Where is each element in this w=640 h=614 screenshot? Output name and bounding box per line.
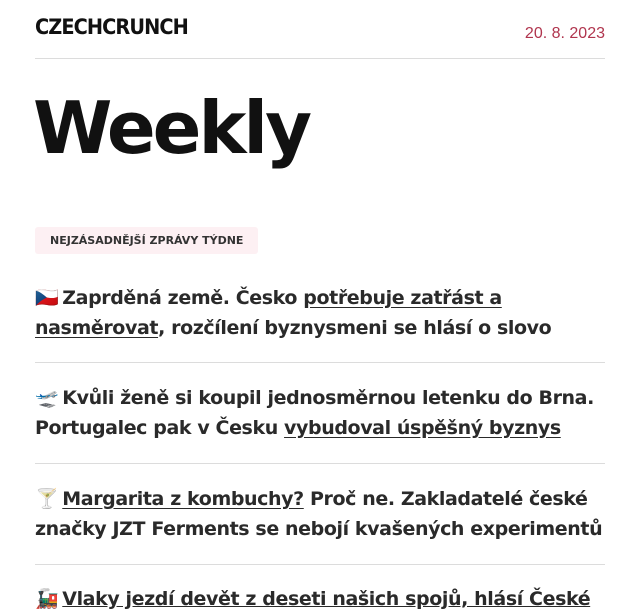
newsletter-title: Weekly bbox=[33, 86, 310, 170]
article-item bbox=[35, 283, 605, 343]
airplane-icon: 🛫 bbox=[35, 387, 59, 409]
article-text: Zaprděná země. Česko bbox=[62, 287, 304, 309]
cocktail-icon: 🍸 bbox=[35, 488, 59, 510]
article-link[interactable]: Margarita z kombuchy? bbox=[62, 488, 304, 510]
article-text[interactable]: Vlaky jezdí devět z deseti našich spojů, hlásí České bbox=[62, 588, 591, 610]
article-text: Kvůli ženě si koupil jednosměrnou letenku do Brna. Portugalec pak v Česku bbox=[35, 387, 594, 439]
divider bbox=[35, 463, 605, 464]
issue-date: 20. 8. 2023 bbox=[524, 25, 605, 42]
article-link[interactable]: vybudoval úspěšný byznys bbox=[284, 417, 561, 439]
article-item bbox=[35, 383, 605, 443]
divider bbox=[35, 564, 605, 565]
section-label: NEJZÁSADNĚJŠÍ ZPRÁVY TÝDNE bbox=[35, 227, 258, 254]
divider bbox=[35, 362, 605, 363]
article-item bbox=[35, 584, 605, 614]
czechcrunch-logo[interactable]: CZECHCRUNCH bbox=[35, 15, 188, 39]
train-icon: 🚂 bbox=[35, 588, 59, 610]
article-text: , rozčílení byznysmeni se hlásí o slovo bbox=[158, 317, 552, 339]
article-link[interactable]: potřebuje zatřást a nasměrovat bbox=[35, 287, 502, 339]
czech-flag-icon: 🇨🇿 bbox=[35, 287, 59, 309]
article-item bbox=[35, 484, 605, 544]
header bbox=[35, 0, 605, 59]
article-text: Proč ne. Zakladatelé české značky JZT Ferments se nebojí kvašených experimentů bbox=[35, 488, 603, 540]
